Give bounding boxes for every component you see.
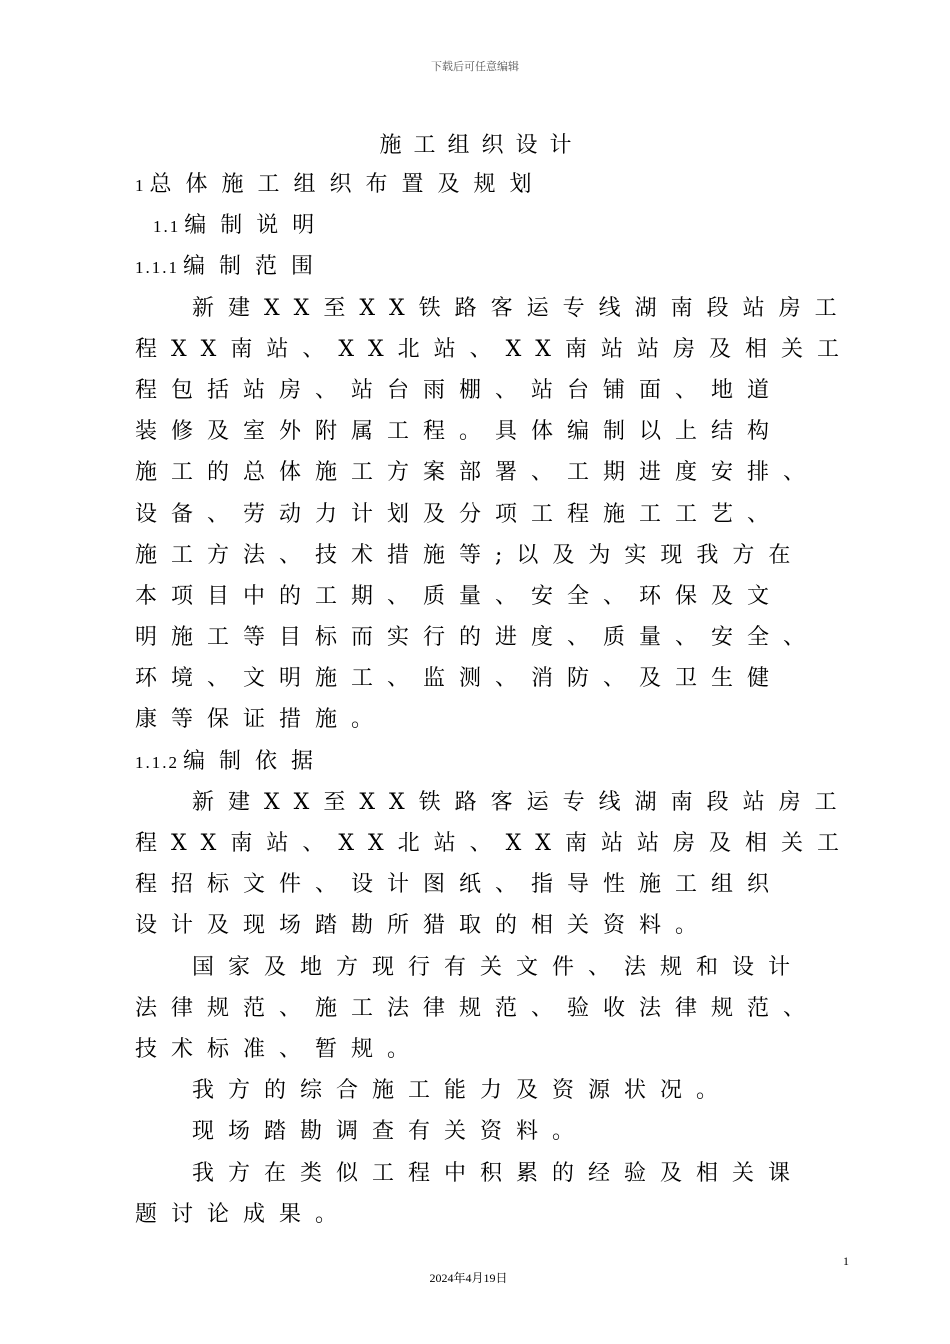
heading-level-2: [135, 205, 865, 246]
paragraph-line: 程XX南站、XX北站、XX南站站房及相关工: [135, 831, 853, 856]
footer-date: 2024年4月19日: [429, 1271, 508, 1285]
heading-level-3-scope: [135, 246, 865, 287]
paragraph-line: 题讨论成果。: [135, 1201, 352, 1227]
heading-text: 编制依据: [183, 748, 328, 774]
paragraph-line: 法律规范、施工法律规范、验收法律规范、: [135, 995, 820, 1021]
paragraph-line: 技术标准、暂规。: [135, 1036, 424, 1062]
paragraph-line: 国家及地方现行有关文件、法规和设计: [192, 954, 805, 980]
paragraph-line: 新建XX至XX铁路客运专线湖南段站房工: [192, 295, 851, 321]
paragraph-line: 设计及现场踏勘所猎取的相关资料。: [135, 913, 712, 939]
heading-text: 编制说明: [184, 213, 329, 239]
heading-number: 1: [135, 176, 146, 195]
heading-text: 总体施工组织布置及规划: [149, 172, 546, 197]
page-header: 下载后可任意编辑: [431, 60, 519, 73]
paragraph-line: 环境、文明施工、监测、消防、及卫生健: [135, 666, 784, 692]
document-title: 施工组织设计: [379, 133, 584, 158]
paragraph-line: 我方在类似工程中积累的经验及相关课: [192, 1160, 805, 1186]
paragraph-line: 现场踏勘调查有关资料。: [192, 1119, 589, 1145]
paragraph-line: 康等保证措施。: [135, 707, 388, 733]
paragraph-line: 设备、劳动力计划及分项工程施工工艺、: [135, 501, 784, 527]
document-body: [135, 164, 865, 1235]
paragraph-line: 施工方法、技术措施等;以及为实现我方在: [135, 542, 805, 568]
paragraph-line: 本项目中的工期、质量、安全、环保及文: [135, 583, 784, 609]
paragraph-line: 程包括站房、站台雨棚、站台铺面、地道: [135, 377, 784, 403]
heading-level-3-basis: [135, 741, 865, 782]
heading-number: 1.1.2: [135, 752, 179, 772]
paragraph-line: 明施工等目标而实行的进度、质量、安全、: [135, 625, 820, 651]
heading-number: 1.1: [153, 217, 181, 237]
paragraph-line: 程招标文件、设计图纸、指导性施工组织: [135, 872, 784, 898]
heading-level-1: [135, 164, 865, 205]
paragraph-line: 新建XX至XX铁路客运专线湖南段站房工: [192, 789, 851, 815]
heading-text: 编制范围: [183, 254, 328, 280]
heading-number: 1.1.1: [135, 258, 179, 278]
paragraph-line: 程XX南站、XX北站、XX南站站房及相关工: [135, 336, 853, 362]
paragraph-line: 装修及室外附属工程。具体编制以上结构: [135, 419, 784, 445]
page-number: 1: [843, 1254, 849, 1268]
paragraph-line: 施工的总体施工方案部署、工期进度安排、: [135, 460, 820, 486]
paragraph-line: 我方的综合施工能力及资源状况。: [192, 1078, 733, 1104]
